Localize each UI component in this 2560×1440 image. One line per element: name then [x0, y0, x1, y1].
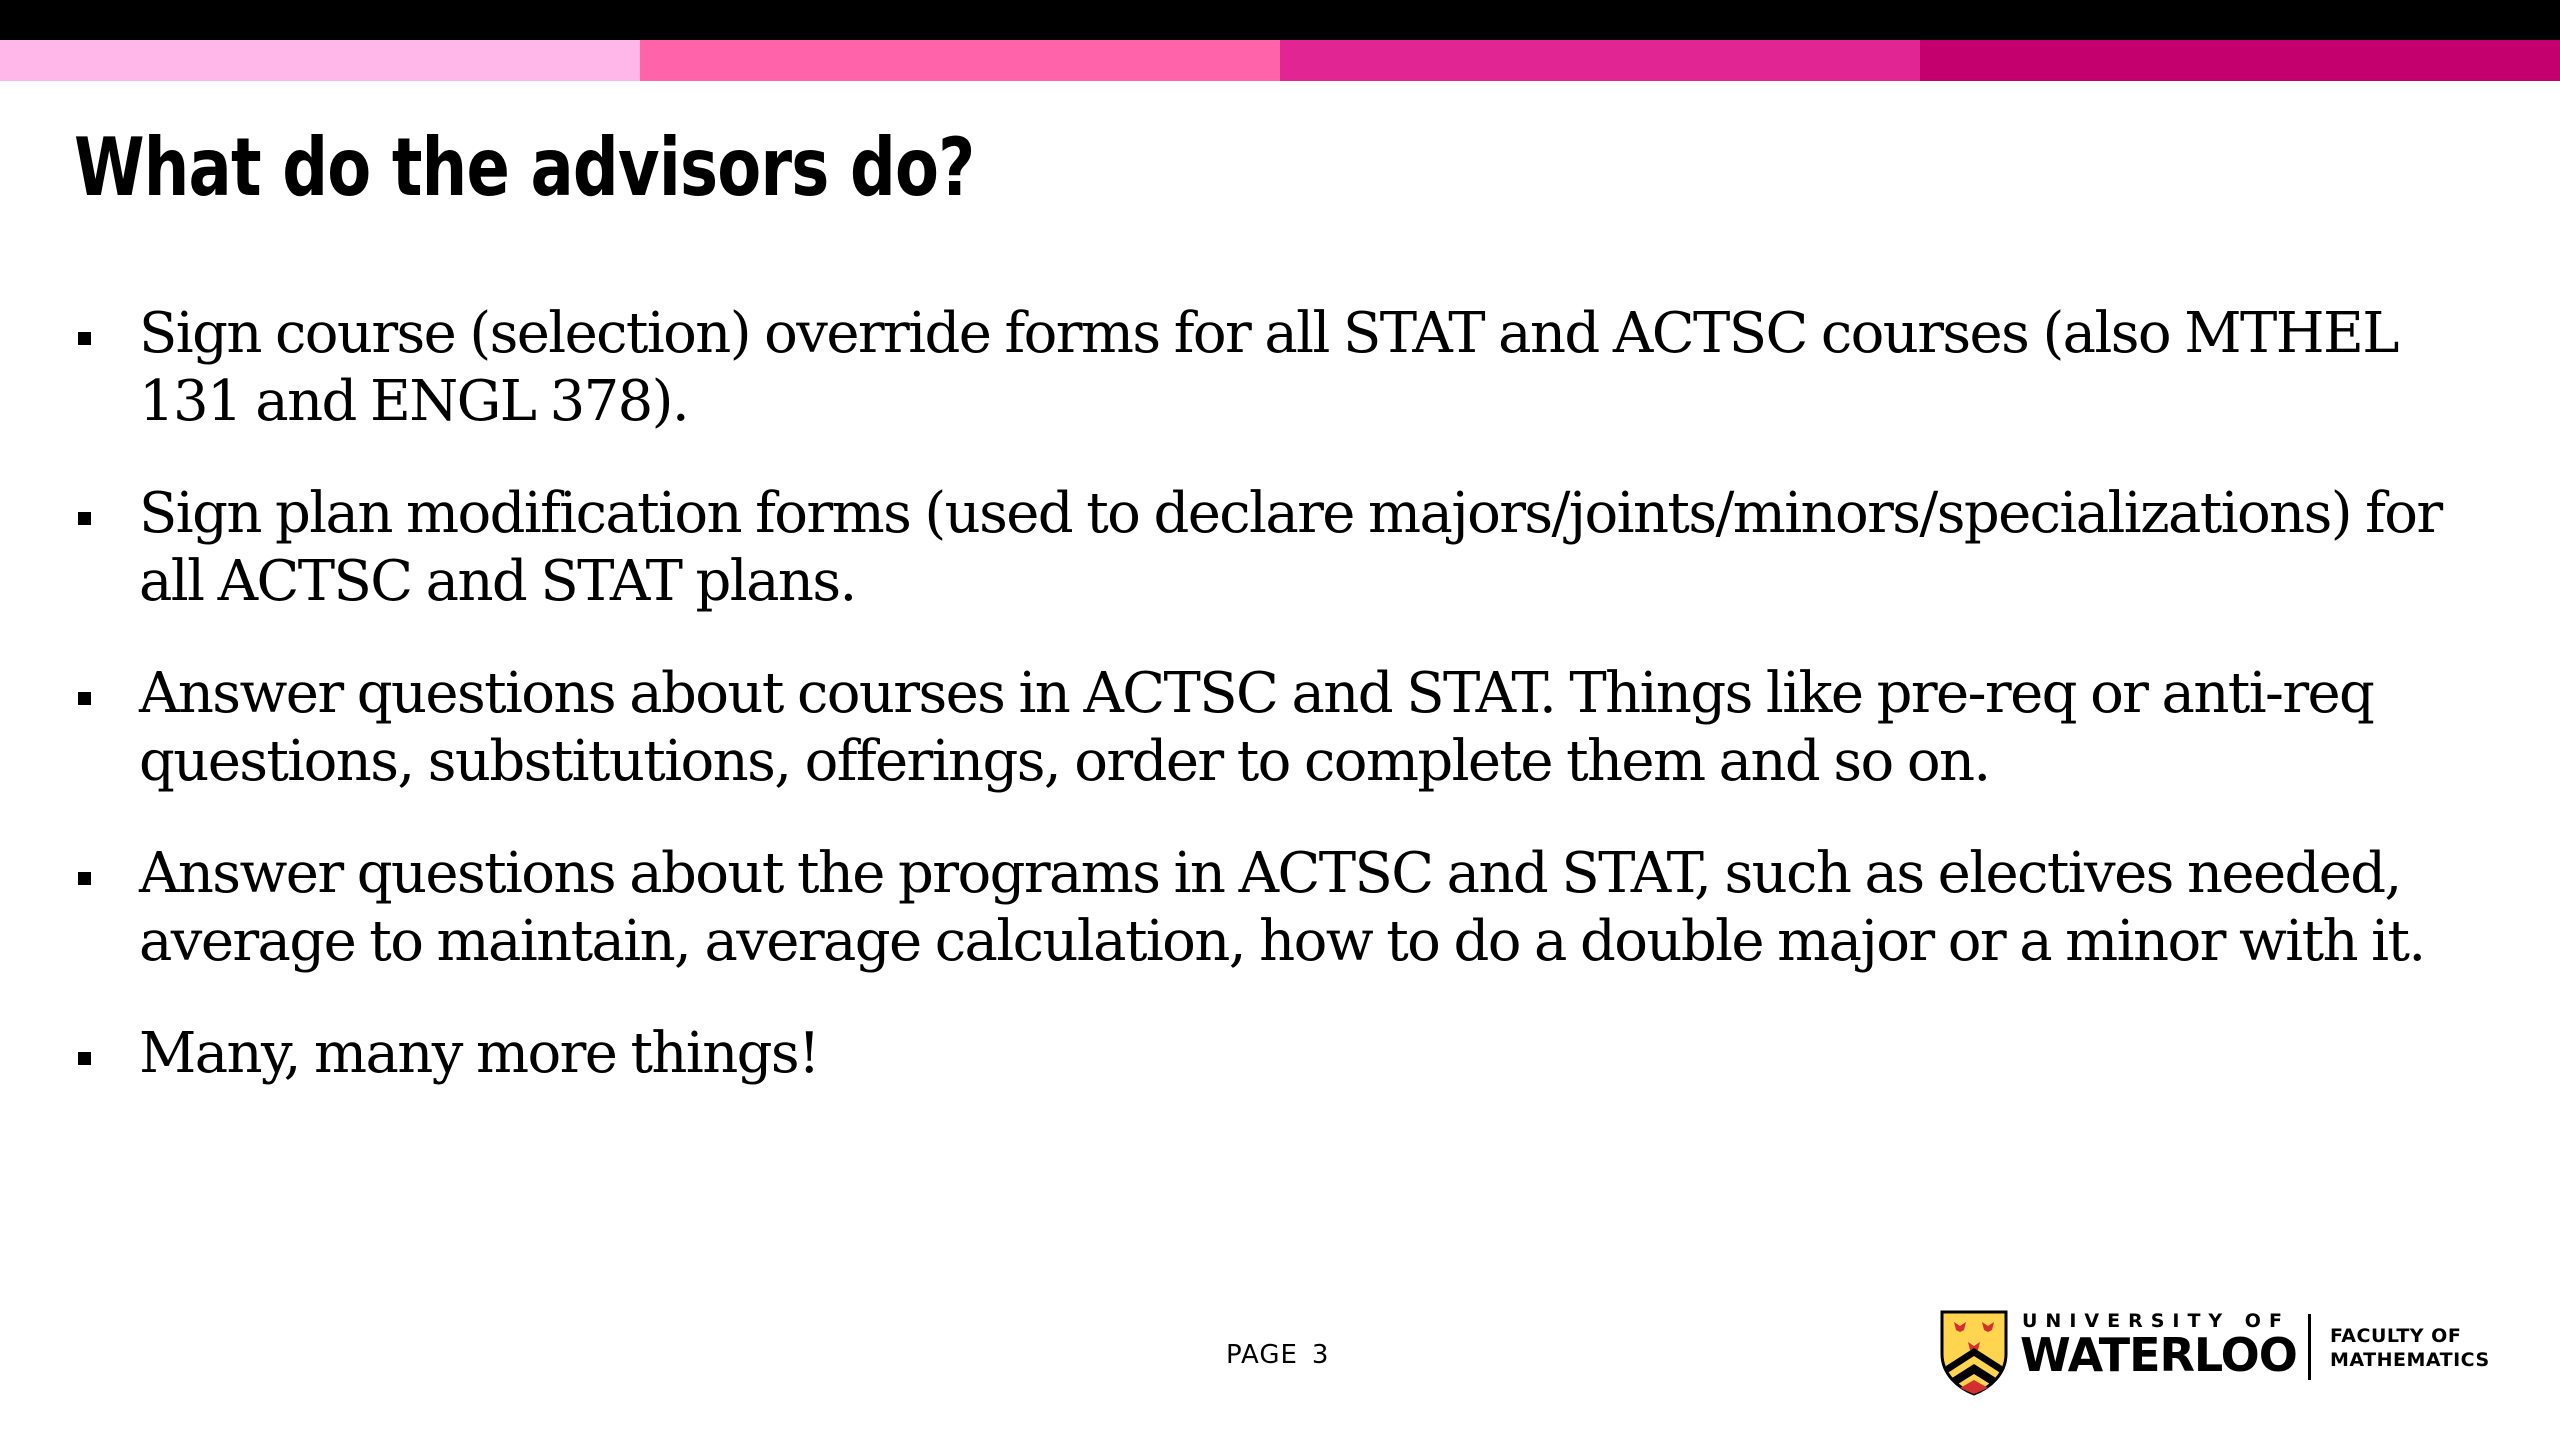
bullet-text: Many, many more things! — [139, 1021, 819, 1086]
logo-faculty-line2: MATHEMATICS — [2330, 1349, 2490, 1371]
bullet-item — [70, 840, 2470, 976]
top-black-bar — [0, 0, 2560, 40]
logo-waterloo: WATERLOO — [2020, 1328, 2297, 1382]
bullet-item — [70, 1020, 2470, 1088]
page-label-text: PAGE — [1226, 1340, 1298, 1370]
bullet-item — [70, 660, 2470, 796]
color-band-segment-1 — [0, 40, 640, 81]
bullet-item — [70, 300, 2470, 436]
color-band-segment-4 — [1920, 40, 2560, 81]
page-number-label — [1226, 1340, 1343, 1370]
page-number: 3 — [1311, 1340, 1330, 1370]
color-band-segment-2 — [640, 40, 1280, 81]
square-bullet-icon — [78, 332, 91, 345]
bullet-text: Answer questions about the programs in ACTSC and STAT, such as electives needed, average to maintain, average calculation, how to do a double major or a minor with it. — [139, 841, 2425, 974]
logo-faculty-line1: FACULTY OF — [2330, 1325, 2462, 1347]
logo-divider — [2308, 1314, 2311, 1380]
slide-title: What do the advisors do? — [74, 121, 975, 214]
bullet-item — [70, 480, 2470, 616]
square-bullet-icon — [78, 1052, 91, 1065]
bullet-list — [70, 300, 2470, 1132]
color-band-segment-3 — [1280, 40, 1920, 81]
logo-university-of: UNIVERSITY OF — [2022, 1310, 2290, 1332]
bullet-text: Sign plan modification forms (used to declare majors/joints/minors/specializations) for all ACTSC and STAT plans. — [139, 481, 2442, 614]
square-bullet-icon — [78, 872, 91, 885]
university-logo — [1938, 1304, 2498, 1404]
bullet-text: Answer questions about courses in ACTSC and STAT. Things like pre-req or anti-req questions, substitutions, offerings, order to complete them and so on. — [139, 661, 2374, 794]
university-crest-icon — [1938, 1308, 2010, 1396]
square-bullet-icon — [78, 512, 91, 525]
color-band — [0, 40, 2560, 81]
square-bullet-icon — [78, 692, 91, 705]
logo-faculty — [2330, 1324, 2490, 1372]
bullet-text: Sign course (selection) override forms for all STAT and ACTSC courses (also MTHEL 131 and ENGL 378). — [139, 301, 2398, 434]
